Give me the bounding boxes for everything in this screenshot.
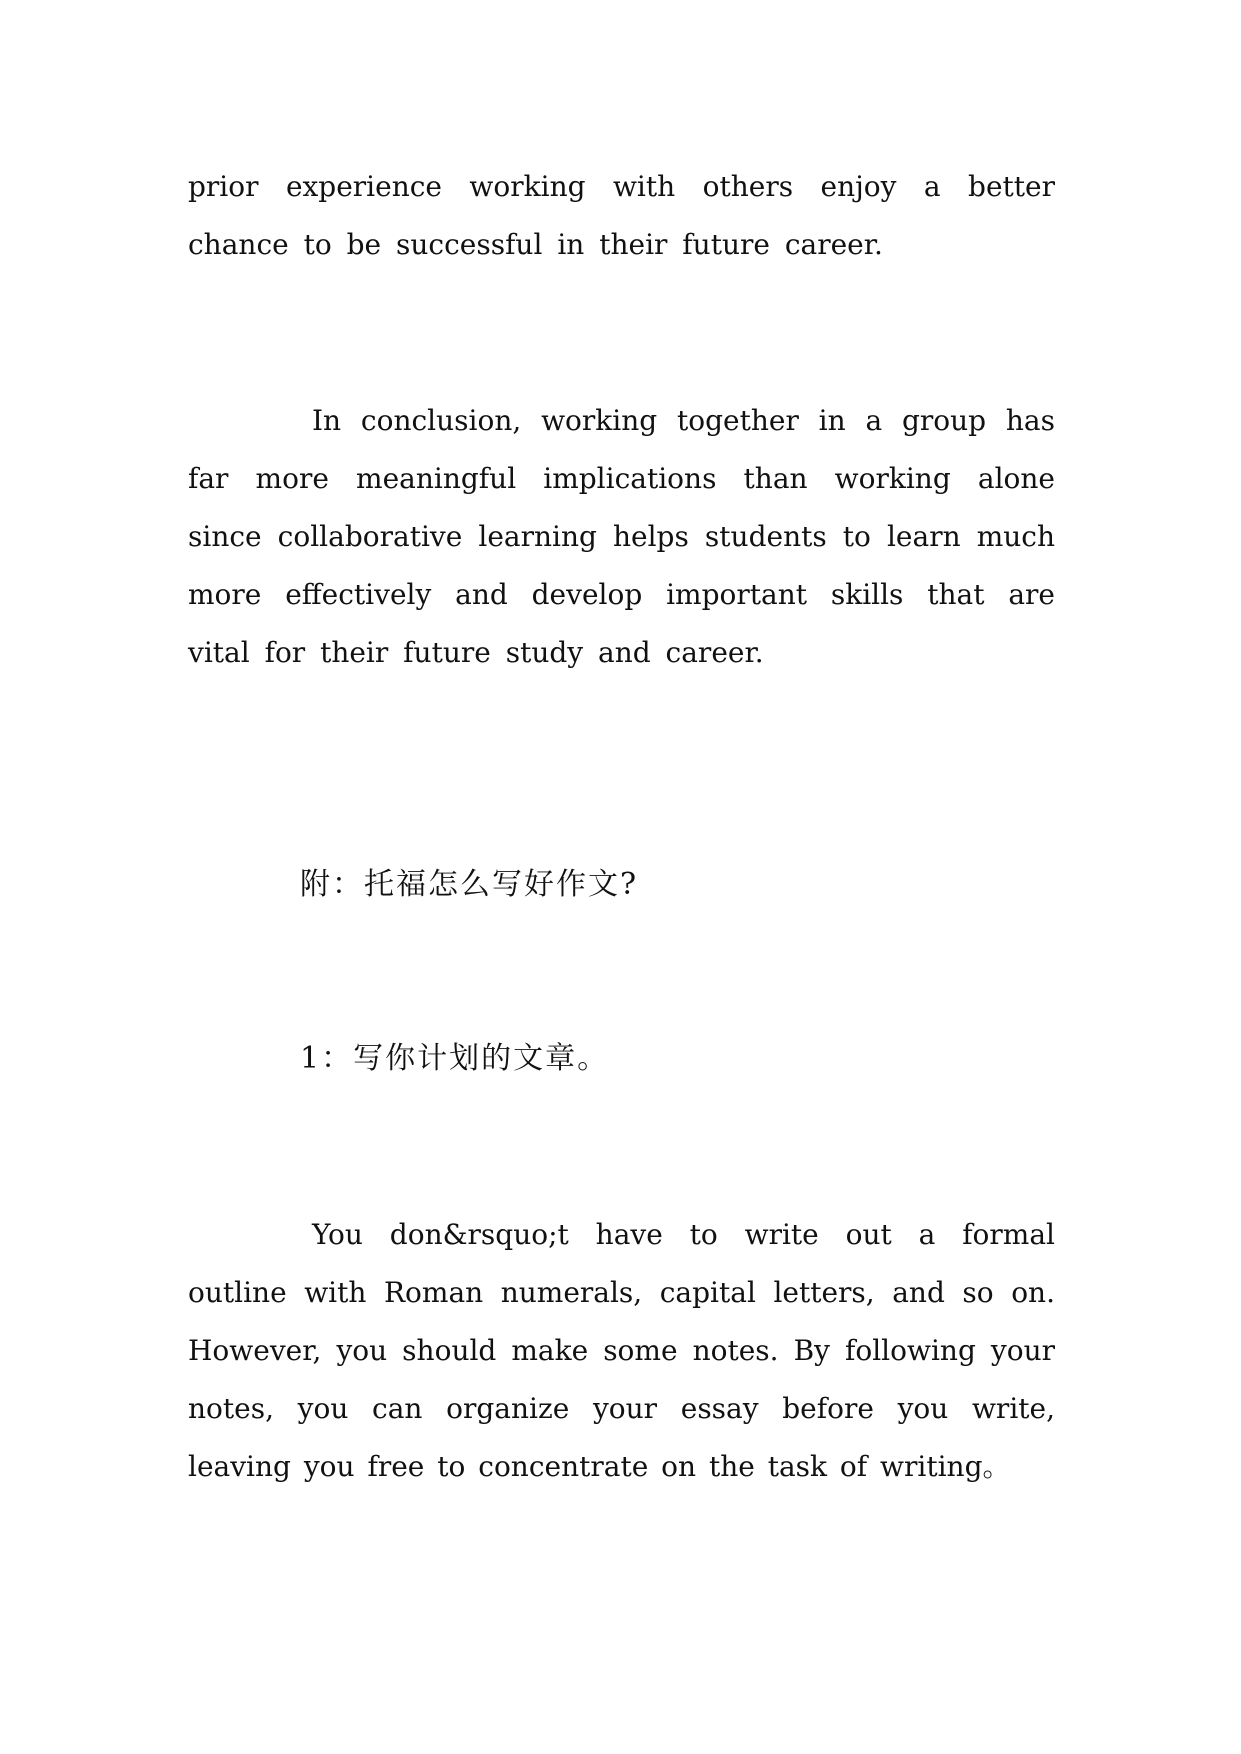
paragraph-continuation: prior experience working with others enjoy a better chance to be successful in their future career. <box>188 170 1055 261</box>
appendix-heading: 附：托福怎么写好作文? <box>300 867 639 902</box>
paragraph-conclusion: In conclusion, working together in a group has far more meaningful implications than working alone since collaborative learning helps students to learn much more effectively and develop important skills that are vital for their future study and career. <box>188 404 1055 669</box>
paragraph-notes: You don&rsquo;t have to write out a formal outline with Roman numerals, capital letters, and so on. However, you should make some notes. By following your notes, you can organize your essay before you write, leaving you free to concentrate on the task of writing。 <box>188 1218 1055 1483</box>
tip-heading-1: 1：写你计划的文章。 <box>300 1041 610 1076</box>
